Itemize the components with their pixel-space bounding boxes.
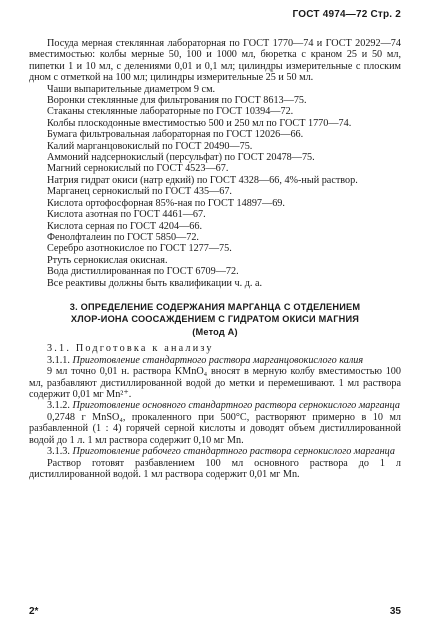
- section-title: ХЛОР-ИОНА СООСАЖДЕНИЕМ С ГИДРАТОМ ОКИСИ МАГНИЯ: [70, 314, 360, 325]
- reagent-item: Кислота серная по ГОСТ 4204—66.: [47, 220, 202, 232]
- reagent-item: Колбы плоскодонные вместимостью 500 и 250 мл по ГОСТ 1770—74.: [47, 117, 352, 129]
- reagent-item: Чаши выпарительные диаметром 9 см.: [47, 83, 216, 95]
- reagent-item: Бумага фильтровальная лабораторная по ГОСТ 12026—66.: [47, 129, 304, 141]
- reagent-item: Калий марганцовокислый по ГОСТ 20490—75.: [47, 140, 253, 152]
- reagent-item: Все реактивы должны быть квалификации ч. д. а.: [47, 277, 263, 289]
- clause-title: Приготовление рабочего стандартного раствора сернокислого марганца: [72, 446, 395, 458]
- reagent-item: Ртуть сернокислая окисная.: [47, 254, 168, 266]
- signature-mark: 2*: [29, 605, 39, 617]
- reagent-item: Фенолфталеин по ГОСТ 5850—72.: [47, 231, 199, 243]
- reagent-item: Кислота ортофосфорная 85%-ная по ГОСТ 14897—69.: [47, 197, 285, 209]
- subsection-heading: 3.1. Подготовка к анализу: [47, 343, 214, 355]
- clause-text: 9 мл точно 0,01 н. раствора KMnO₄ вносят в мерную колбу вместимостью 100 мл, разбавляют дистиллированной водой до метки и перемешивают. 1 мл раствора содержит 0,01 мг Mn²⁺.: [29, 366, 401, 401]
- page-content: [29, 38, 401, 480]
- reagent-item: Вода дистиллированная по ГОСТ 6709—72.: [47, 266, 239, 278]
- clause-number: 3.1.3.: [47, 446, 70, 458]
- reagent-item: Марганец сернокислый по ГОСТ 435—67.: [47, 186, 232, 198]
- reagent-item: Воронки стеклянные для фильтрования по ГОСТ 8613—75.: [47, 95, 307, 107]
- clause-3-1-1: [29, 355, 401, 366]
- clause-3-1-2: [29, 400, 401, 411]
- reagent-item: Серебро азотнокислое по ГОСТ 1277—75.: [47, 243, 232, 255]
- section-method: (Метод А): [192, 326, 238, 337]
- reagent-item: Натрия гидрат окиси (натр едкий) по ГОСТ 4328—66, 4%-ный раствор.: [47, 174, 358, 186]
- clause-title: Приготовление стандартного раствора марганцовокислого калия: [72, 354, 364, 366]
- reagent-item: Магний сернокислый по ГОСТ 4523—67.: [47, 163, 229, 175]
- page-number: 35: [389, 605, 401, 617]
- reagent-item: Посуда мерная стеклянная лабораторная по ГОСТ 1770—74 и ГОСТ 20292—74 вместимостью: колбы мерные 50, 100 и 1000 мл, бюретка с краном 25 и 50 мл, пипетки 1 и 10 мл, с делениями 0,01 и 0,1 мл; цилиндры измерительные с плоским дном с отметкой на 100 мл; цилиндры измерительные 25 и 50 мл.: [29, 38, 401, 84]
- clause-title: Приготовление основного стандартного раствора сернокислого марганца: [72, 400, 400, 412]
- clause-text: Раствор готовят разбавлением 100 мл основного раствора до 1 л дистиллированной водой. 1 мл раствора содержит 0,01 мг Mn.: [29, 457, 401, 480]
- reagent-item: Стаканы стеклянные лабораторные по ГОСТ 10394—72.: [47, 106, 294, 118]
- section-title: 3. ОПРЕДЕЛЕНИЕ СОДЕРЖАНИЯ МАРГАНЦА С ОТДЕЛЕНИЕМ: [69, 301, 361, 312]
- clause-number: 3.1.2.: [47, 400, 70, 412]
- clause-number: 3.1.1.: [47, 354, 70, 366]
- clause-3-1-3: [29, 446, 401, 457]
- reagent-item: Аммоний надсернокислый (персульфат) по ГОСТ 20478—75.: [47, 152, 315, 164]
- reagent-item: Кислота азотная по ГОСТ 4461—67.: [47, 209, 206, 221]
- clause-text: 0,2748 г MnSO₄, прокаленного при 500°C, растворяют примерно в 10 мл разбавленной (1 : 4) горячей серной кислоты и доводят объем дистиллированной водой до 1 л. 1 мл раствора содержит 0,10 мг Mn.: [29, 411, 401, 446]
- spacer: [29, 289, 401, 301]
- running-header: ГОСТ 4974—72 Стр. 2: [292, 9, 401, 20]
